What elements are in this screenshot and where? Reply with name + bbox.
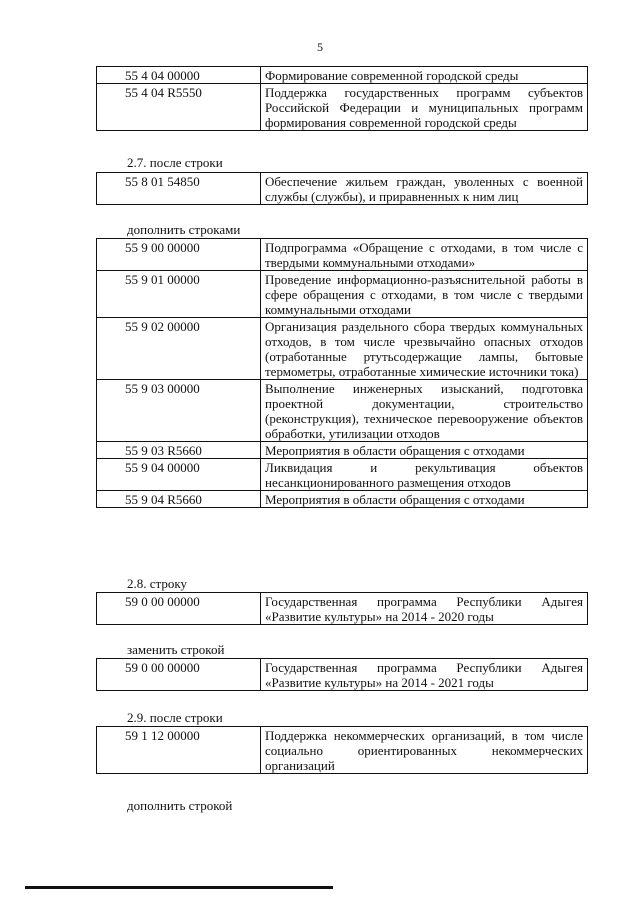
table-row: [97, 318, 588, 380]
budget-code: 55 4 04 R5550: [97, 84, 261, 131]
budget-code: 59 1 12 00000: [97, 727, 261, 774]
budget-code: 55 4 04 00000: [97, 67, 261, 84]
replace-label: заменить строкой: [127, 642, 225, 657]
code-table-4: [96, 592, 588, 625]
add-rows-label: дополнить строками: [127, 222, 241, 237]
code-description: Государственная программа Республики Адыгея «Развитие культуры» на 2014 - 2020 годы: [261, 593, 588, 625]
code-table-5: [96, 658, 588, 691]
code-description: Ликвидация и рекультивация объектов несанкционированного размещения отходов: [261, 459, 588, 491]
table-row: [97, 271, 588, 318]
budget-code: 55 9 01 00000: [97, 271, 261, 318]
code-table-1: [96, 66, 588, 131]
section-2-9-label: 2.9. после строки: [127, 710, 223, 725]
code-description: Подпрограмма «Обращение с отходами, в том числе с твердыми коммунальными отходами»: [261, 239, 588, 271]
budget-code: 59 0 00 00000: [97, 593, 261, 625]
table-row: [97, 442, 588, 459]
code-table-6: [96, 726, 588, 774]
code-description: Выполнение инженерных изысканий, подготовка проектной документации, строительство (реконструкция), техническое перевооружение объектов обработки, утилизации отходов: [261, 380, 588, 442]
code-description: Проведение информационно-разъяснительной работы в сфере обращения с отходами, в том числе с твердыми коммунальными отходами: [261, 271, 588, 318]
table-row: [97, 491, 588, 508]
code-description: Мероприятия в области обращения с отходами: [261, 491, 588, 508]
section-2-8-label: 2.8. строку: [127, 576, 187, 591]
table-row: [97, 727, 588, 774]
budget-code: 55 9 00 00000: [97, 239, 261, 271]
code-table-2: [96, 172, 588, 205]
table-row: [97, 459, 588, 491]
code-description: Мероприятия в области обращения с отходами: [261, 442, 588, 459]
table-row: [97, 173, 588, 205]
code-description: Организация раздельного сбора твердых коммунальных отходов, в том числе чрезвычайно опасных отходов (отработанные ртутьсодержащие лампы, бытовые термометры, отработанные химические источники тока): [261, 318, 588, 380]
budget-code: 55 9 03 00000: [97, 380, 261, 442]
code-description: Поддержка некоммерческих организаций, в том числе социально ориентированных некоммерческих организаций: [261, 727, 588, 774]
table-row: [97, 67, 588, 84]
code-description: Обеспечение жильем граждан, уволенных с военной службы (службы), и приравненных к ним лиц: [261, 173, 588, 205]
code-description: Государственная программа Республики Адыгея «Развитие культуры» на 2014 - 2021 годы: [261, 659, 588, 691]
scan-edge-line: [25, 886, 333, 889]
budget-code: 55 8 01 54850: [97, 173, 261, 205]
table-row: [97, 380, 588, 442]
add-row-label: дополнить строкой: [127, 798, 233, 813]
section-2-7-label: 2.7. после строки: [127, 155, 223, 170]
budget-code: 59 0 00 00000: [97, 659, 261, 691]
budget-code: 55 9 04 00000: [97, 459, 261, 491]
budget-code: 55 9 03 R5660: [97, 442, 261, 459]
page-number: 5: [317, 40, 323, 54]
table-row: [97, 659, 588, 691]
table-row: [97, 239, 588, 271]
table-row: [97, 84, 588, 131]
code-description: Поддержка государственных программ субъектов Российской Федерации и муниципальных программ формирования современной городской среды: [261, 84, 588, 131]
table-row: [97, 593, 588, 625]
code-table-3: [96, 238, 588, 508]
code-description: Формирование современной городской среды: [261, 67, 588, 84]
budget-code: 55 9 02 00000: [97, 318, 261, 380]
budget-code: 55 9 04 R5660: [97, 491, 261, 508]
